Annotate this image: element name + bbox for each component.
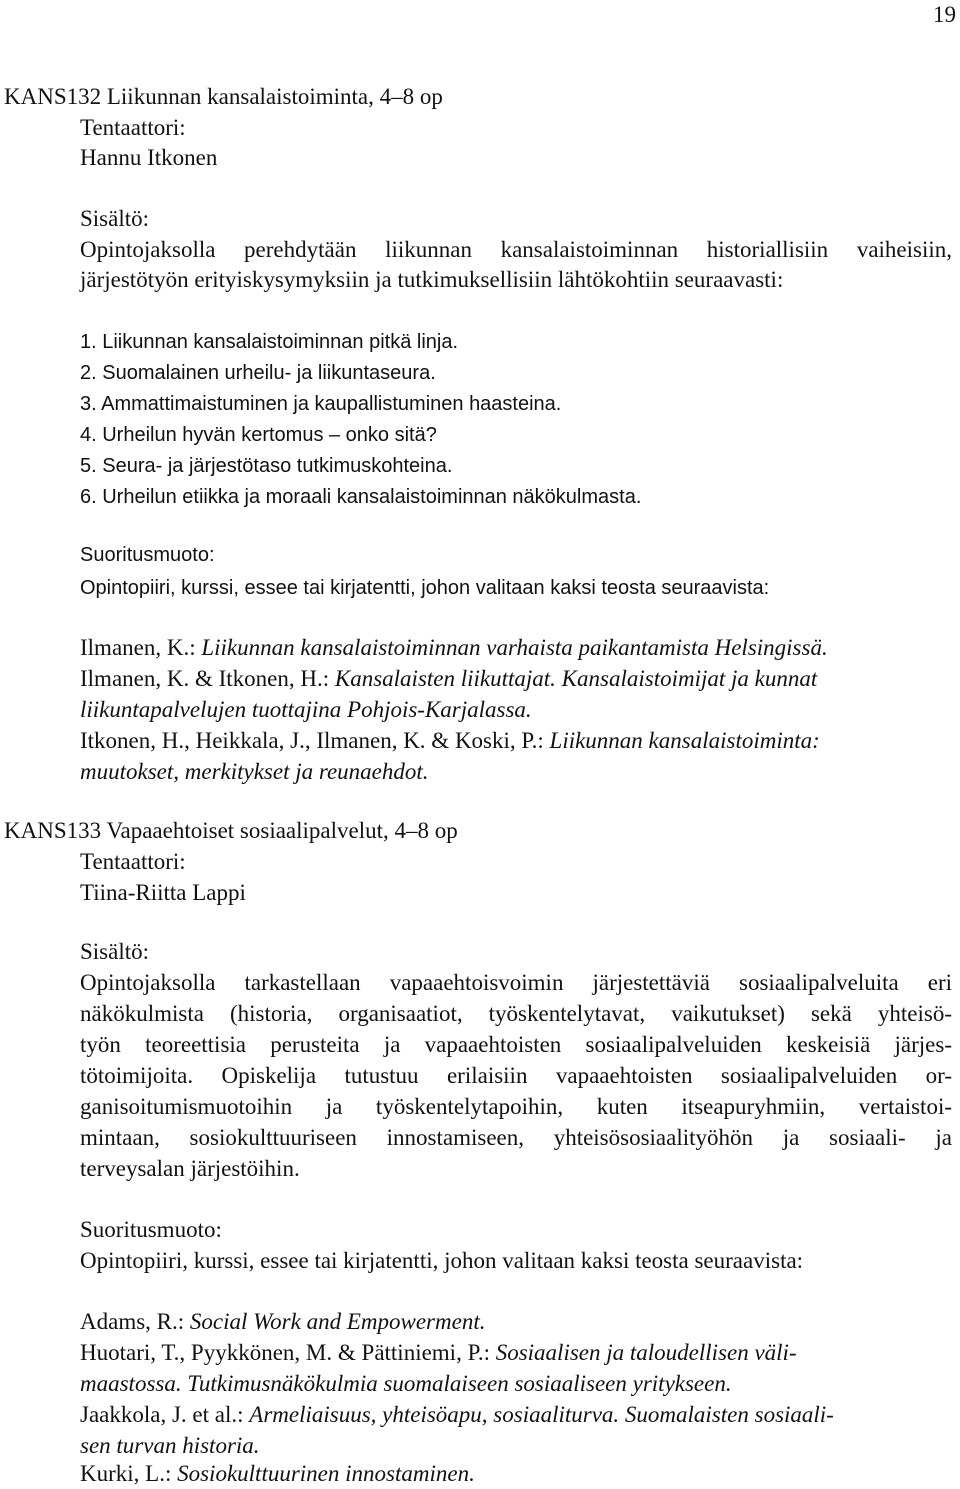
reference-author: Ilmanen, K.:: [80, 635, 202, 660]
content-line: Opintojaksolla tarkastellaan vapaaehtoisvoimin järjestettäviä sosiaalipalveluita eri: [80, 970, 952, 995]
content-line: Opintojaksolla perehdytään liikunnan kansalaistoiminnan historiallisiin vaiheisiin,: [80, 237, 952, 262]
content-label: Sisältö:: [80, 939, 150, 964]
reference: [80, 1307, 485, 1337]
mode-label: Suoritusmuoto:: [80, 544, 215, 566]
reference-author: Jaakkola, J. et al.:: [80, 1402, 250, 1427]
reference: [80, 1400, 834, 1430]
course-heading: KANS132 Liikunnan kansalaistoiminta, 4–8 op: [4, 84, 443, 109]
mode-label: Suoritusmuoto:: [80, 1217, 222, 1242]
reference-title-cont: muutokset, merkitykset ja reunaehdot.: [80, 759, 429, 784]
examiner-label: Tentaattori:: [80, 849, 186, 874]
examiner-name: Tiina-Riitta Lappi: [80, 880, 246, 905]
examiner-label: Tentaattori:: [80, 115, 186, 140]
reference-title: Armeliaisuus, yhteisöapu, sosiaaliturva. Suomalaisten sosiaali-: [249, 1402, 834, 1427]
topic-item: 5. Seura- ja järjestötaso tutkimuskohteina.: [80, 455, 453, 477]
topic-item: 3. Ammattimaistuminen ja kaupallistuminen haasteina.: [80, 393, 562, 415]
course-heading: KANS133 Vapaaehtoiset sosiaalipalvelut, 4–8 op: [4, 818, 458, 843]
reference-title-cont: maastossa. Tutkimusnäkökulmia suomalaiseen sosiaaliseen yritykseen.: [80, 1371, 732, 1396]
reference-title: Kansalaisten liikuttajat. Kansalaistoimijat ja kunnat: [334, 666, 818, 691]
content-label: Sisältö:: [80, 206, 150, 231]
content-line: näkökulmista (historia, organisaatiot, työskentelytavat, vaikutukset) sekä yhteisö-: [80, 1001, 952, 1026]
reference-author: Adams, R.:: [80, 1309, 190, 1334]
reference-author: Huotari, T., Pyykkönen, M. & Pättiniemi, P.:: [80, 1340, 496, 1365]
mode-text: Opintopiiri, kurssi, essee tai kirjatentti, johon valitaan kaksi teosta seuraavista:: [80, 577, 770, 599]
reference: [80, 726, 820, 756]
content-line: työn teoreettisia perusteita ja vapaaehtoisten sosiaalipalveluiden keskeisiä järjes-: [80, 1032, 952, 1057]
reference-author: Kurki, L.:: [80, 1461, 178, 1486]
page-number: 19: [933, 2, 956, 27]
examiner-name: Hannu Itkonen: [80, 145, 218, 170]
content-line: tötoimijoita. Opiskelija tutustuu erilaisiin vapaaehtoisten sosiaalipalveluiden or-: [80, 1063, 952, 1088]
content-line: mintaan, sosiokulttuuriseen innostamiseen, yhteisösosiaalityöhön ja sosiaali- ja: [80, 1125, 952, 1150]
reference-title-cont: sen turvan historia.: [80, 1433, 260, 1458]
reference: [80, 1338, 797, 1368]
reference: [80, 633, 828, 663]
mode-text: Opintopiiri, kurssi, essee tai kirjatentti, johon valitaan kaksi teosta seuraavista:: [80, 1248, 804, 1273]
topic-item: 1. Liikunnan kansalaistoiminnan pitkä linja.: [80, 331, 459, 353]
reference-title-cont: liikuntapalvelujen tuottajina Pohjois-Karjalassa.: [80, 697, 532, 722]
reference-title: Liikunnan kansalaistoiminta:: [549, 728, 820, 753]
content-line: ganisoitumismuotoihin ja työskentelytapoihin, kuten itseapuryhmiin, vertaistoi-: [80, 1094, 952, 1119]
reference-author: Itkonen, H., Heikkala, J., Ilmanen, K. & Koski, P.:: [80, 728, 550, 753]
reference-title: Social Work and Empowerment.: [189, 1309, 486, 1334]
topic-item: 2. Suomalainen urheilu- ja liikuntaseura.: [80, 362, 436, 384]
topic-item: 4. Urheilun hyvän kertomus – onko sitä?: [80, 424, 437, 446]
reference-title: Sosiokulttuurinen innostaminen.: [177, 1461, 475, 1486]
topic-item: 6. Urheilun etiikka ja moraali kansalaistoiminnan näkökulmasta.: [80, 486, 642, 508]
reference-author: Ilmanen, K. & Itkonen, H.:: [80, 666, 335, 691]
content-line: järjestötyön erityiskysymyksiin ja tutkimuksellisiin lähtökohtiin seuraavasti:: [80, 267, 784, 292]
reference-title: Sosiaalisen ja taloudellisen väli-: [495, 1340, 797, 1365]
reference: [80, 1459, 475, 1489]
reference: [80, 664, 817, 694]
reference-title: Liikunnan kansalaistoiminnan varhaista paikantamista Helsingissä.: [201, 635, 828, 660]
content-line: terveysalan järjestöihin.: [80, 1156, 300, 1181]
